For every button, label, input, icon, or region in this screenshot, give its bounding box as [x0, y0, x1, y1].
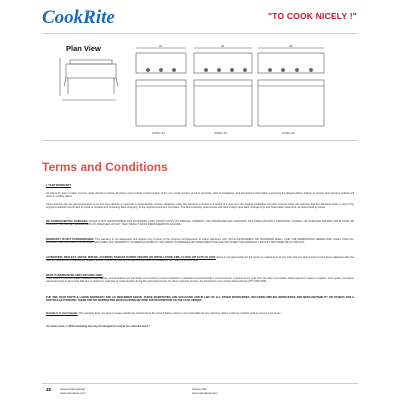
- what-warranted-text: The Product's cast-iron grates, stainless steel railings, and briquettes are warranted not to fail as a result of defects in materials or workmanship in normal use for a period of one year from the date of purchase. Atosa agrees to repair or replace, at its option, the above warranted parts or items that fails due to defects in materials or workmanship during the warranted period. To obtain warranty service, the Purchaser must contact Atosa toll free (877) 853-6399.: [46, 277, 354, 284]
- footer-brand-url[interactable]: www.atosausa.com: [192, 391, 218, 395]
- front-elevation-36: [194, 48, 252, 73]
- plan-view-diagram: [0, 0, 400, 160]
- side-elevation-drawing: [60, 58, 118, 100]
- transfer-heading: WARRANTY IS NOT TRANSFERABLE:: [46, 238, 95, 241]
- front-elevation-24: [136, 48, 186, 73]
- terms-paragraph-what-warranted: [46, 274, 354, 283]
- footer-brand: Atosa USA: [192, 387, 207, 391]
- dimension-24: 24: [159, 44, 163, 48]
- restocking-note: *In some cases, a 25% restocking fee may be charged to a buyer for returned items.*: [46, 325, 151, 328]
- plan-outline-24: [136, 80, 186, 126]
- warranty-heading: 1 YEAR WARRANTY: [46, 184, 72, 187]
- footer-company-url[interactable]: www.atosausa.com: [60, 391, 86, 395]
- footer-company: Atosa International: [60, 387, 86, 391]
- footer-divider: [42, 383, 358, 384]
- page-number: 48: [46, 387, 52, 392]
- outside-us-heading: Outside U.S. and Canada:: [46, 312, 78, 315]
- model-label-36: ATMG-36: [214, 131, 227, 135]
- model-label-48: ATMG-48: [282, 131, 295, 135]
- alteration-heading: ALTERATION, NEGLECT, ABUSE, MISUSE, ACCIDENT, DAMAGE DURING TRANSIT OR INSTALLATION, FIRE, FLOOD, OR ACTS OF GOD:: [46, 256, 216, 259]
- dimension-36: 36: [221, 44, 225, 48]
- terms-paragraph-claims: All claims for parts or labor must be made directly to Atosa. All claims must include: model number of the unit, serial number, proof of purchase, date of installation, and all pertinent information supporting the alleged defect. Failure to comply with warranty policies will result in voiding claims.: [46, 192, 354, 199]
- terms-title: Terms and Conditions: [42, 160, 168, 174]
- front-elevation-48: [258, 48, 324, 73]
- terms-paragraph-transfer: [46, 238, 354, 244]
- plan-outline-36: [194, 80, 252, 126]
- dimension-48: 48: [289, 44, 293, 48]
- consequential-heading: NO CONSEQUENTIAL DAMAGES:: [46, 220, 89, 223]
- plan-view-title: Plan View: [66, 44, 101, 53]
- terms-paragraph-alteration: [46, 256, 354, 262]
- transfer-text: This warranty is not assignable and applies only in favor of the original purchaser/user to whom delivered. ANY SUCH ASSIGNMENT OR TRANSFER SHALL VOID THE WARRANTIES HEREIN AND SHALL VOID ALL WARRANTIES, EXPRESS OR IMPLIED, INCLUDING ANY WARRANTY OF MERCHANTABILITY OR LABOR COVERAGE FOR COMPONENT FAILURE OR OTHER THE WARRANTY PACKET PROVIDED WITH THE UNIT.: [46, 238, 354, 245]
- tagline: "TO COOK NICELY !": [268, 11, 357, 21]
- terms-paragraph-consequential: [46, 220, 354, 226]
- terms-paragraph-outside-us: [46, 312, 354, 315]
- outside-us-text: This warranty does not apply to areas outside the continental of the United States. Atosa is not responsible for any warranty claims made on products sold or used in such areas.: [78, 312, 282, 315]
- plan-outline-48: [258, 80, 324, 126]
- terms-paragraph-coverage: Atosa warrants all new gas components to be free from defects in materials or workmanship. Atosa's obligation under this warranty is limited to a period of 1 year from the original installation. All parts covered under this warranty that are defective within 1 year of the original installation are limited to repair or replacement (including labor charges), of the original equipment purchaser. The labor warranty shall include standard straight time labor charges only and reasonable travel time, as determined by Atosa.: [46, 203, 354, 210]
- section-divider: [42, 140, 358, 141]
- alteration-text: Atosa is not responsible for the repair or replacement of any parts that are determined to have been subjected after the date of manufacture to alterations, neglect, abuse, misuse, accidents, damage during transit or installation, fire, flood, or acts of God.: [46, 256, 354, 263]
- what-warranted-heading: WHAT IS WARRANTED AND FOR HOW LONG:: [46, 274, 103, 277]
- model-label-24: ATMG-24: [152, 131, 165, 135]
- logo-text: CookRite: [42, 7, 115, 28]
- terms-paragraph-exclusive: THE ONE YEAR PARTS & LABOR WARRANTY ARE AS DESCRIBED ABOVE. THESE WARRANTIES ARE EXCLUSIVE AND IN LIEU OF ALL OTHER WARRANTIES, INCLUDING IMPLIED WARRANTIES AND MERCHANTABILITY OR FITNESS FOR A PARTICULAR PURPOSE. THERE ARE NO WARRANTIES WHICH EXTEND BEYOND THE DESCRIPTION ON THE FACE HEREOF.: [46, 296, 354, 303]
- consequential-text: ATOSA IS NOT RESPONSIBLE FOR ECONOMIC LOSS; PROFIT LOSS; OR SPECIAL, INDIRECT, OR CONSEQUENTIAL DAMAGES, INCLUDING WITHOUT LIMITATION, LOSSES, OR DAMAGES ARISING FROM FOOD OR PRODUCT SPOILAGE, REGARDLESS OF WHETHER OR NOT THEY RESULT FROM REFRIGERATION FAILURE.: [46, 220, 354, 227]
